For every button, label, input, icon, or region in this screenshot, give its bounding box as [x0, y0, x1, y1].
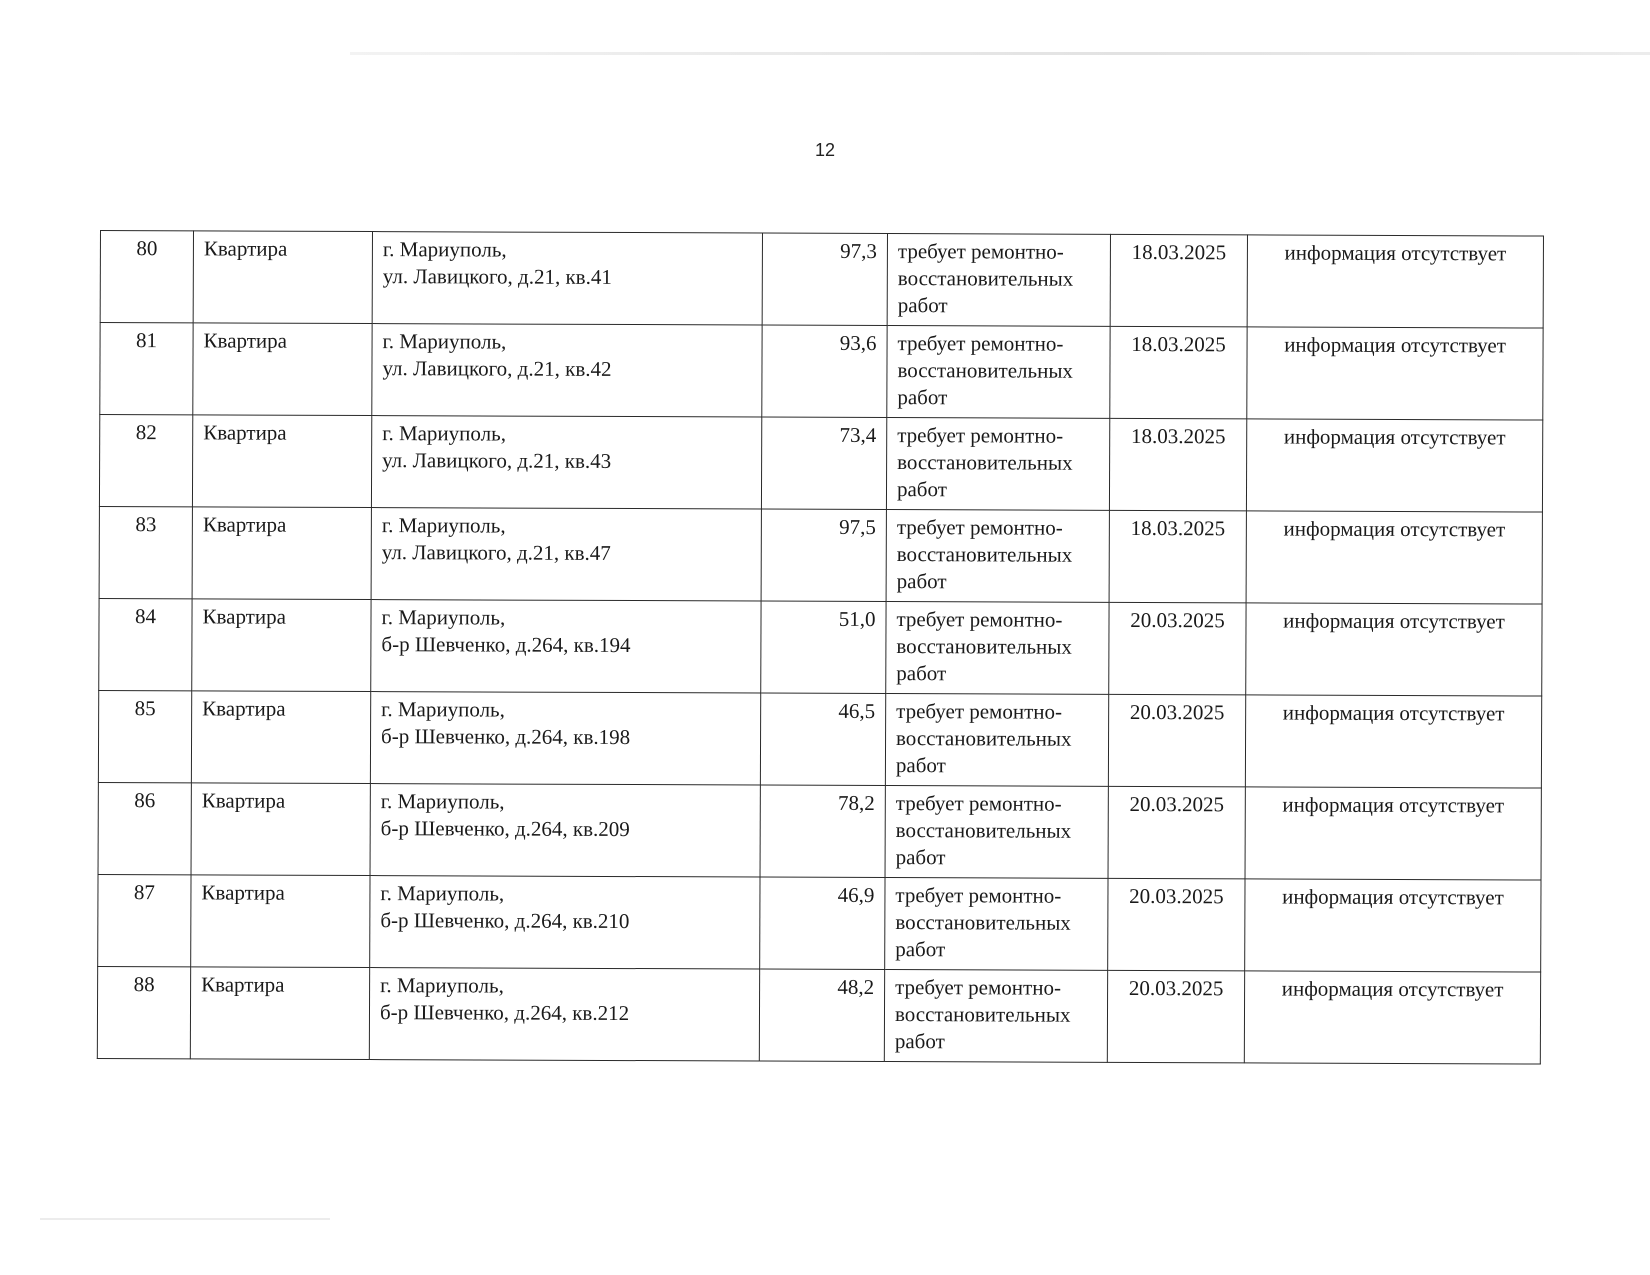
- date-cell: [1109, 510, 1246, 603]
- info-cell: [1247, 327, 1543, 420]
- info-value: информация отсутствует: [1284, 240, 1507, 266]
- row-number: 84: [134, 604, 157, 629]
- condition-line-1: требует ремонтно-: [895, 975, 1062, 1000]
- row-number: 86: [134, 788, 156, 813]
- condition-line-2: восстановительных: [895, 910, 1071, 935]
- condition-line-3: работ: [896, 569, 947, 594]
- info-cell: [1247, 235, 1543, 328]
- row-number-cell: [99, 598, 192, 690]
- area-cell: [759, 969, 884, 1061]
- property-type-cell: [191, 875, 370, 968]
- area-cell: [761, 509, 886, 601]
- row-number: 81: [136, 328, 158, 353]
- row-number-cell: [100, 323, 193, 415]
- info-value: информация отсутствует: [1282, 884, 1504, 910]
- address-street: б-р Шевченко, д.264, кв.212: [379, 1000, 630, 1026]
- condition-line-2: восстановительных: [897, 450, 1073, 475]
- date-cell: [1107, 970, 1244, 1063]
- address-cell: [371, 600, 761, 693]
- info-value: информация отсутствует: [1283, 608, 1505, 634]
- date-value: 18.03.2025: [1131, 331, 1226, 357]
- address-cell: [369, 968, 759, 1061]
- property-type-cell: [191, 691, 370, 784]
- area-value: 48,2: [837, 974, 875, 999]
- condition-line-3: работ: [896, 477, 947, 502]
- row-number-cell: [99, 506, 192, 598]
- condition-line-2: восстановительных: [895, 818, 1072, 843]
- address-cell: [370, 876, 760, 969]
- area-value: 46,5: [838, 698, 876, 723]
- info-value: информация отсутствует: [1282, 792, 1505, 818]
- address-city: г. Мариуполь,: [382, 237, 507, 262]
- row-number-cell: [97, 966, 190, 1058]
- property-type-cell: [192, 599, 371, 692]
- condition-line-2: восстановительных: [894, 1002, 1071, 1027]
- area-cell: [762, 325, 887, 417]
- date-cell: [1110, 234, 1247, 327]
- scan-edge-bottom: [40, 1218, 330, 1220]
- condition-line-2: восстановительных: [896, 726, 1072, 751]
- info-value: информация отсутствует: [1283, 516, 1506, 542]
- date-value: 18.03.2025: [1131, 239, 1227, 265]
- property-type: Квартира: [203, 420, 287, 445]
- row-number-cell: [98, 782, 191, 874]
- address-street: б-р Шевченко, д.264, кв.194: [381, 632, 631, 658]
- address-street: ул. Лавицкого, д.21, кв.42: [382, 356, 612, 381]
- condition-line-1: требует ремонтно-: [896, 607, 1063, 632]
- table-row: [97, 966, 1540, 1064]
- date-value: 18.03.2025: [1130, 423, 1226, 449]
- table-row: [99, 598, 1542, 696]
- info-cell: [1245, 879, 1541, 972]
- address-cell: [372, 324, 762, 417]
- info-cell: [1245, 787, 1541, 880]
- address-cell: [371, 508, 761, 601]
- area-cell: [760, 693, 885, 785]
- table-row: [100, 231, 1543, 329]
- info-cell: [1246, 419, 1542, 512]
- condition-cell: [887, 234, 1110, 327]
- table-row: [98, 690, 1541, 788]
- condition-line-1: требует ремонтно-: [897, 239, 1064, 264]
- address-cell: [370, 784, 760, 877]
- address-city: г. Мариуполь,: [381, 513, 506, 538]
- info-cell: [1244, 971, 1540, 1064]
- condition-cell: [884, 970, 1107, 1063]
- date-cell: [1109, 418, 1246, 511]
- row-number: 85: [134, 696, 156, 721]
- address-street: б-р Шевченко, д.264, кв.198: [381, 724, 631, 750]
- condition-line-1: требует ремонтно-: [897, 423, 1064, 448]
- area-cell: [761, 601, 886, 693]
- property-type: Квартира: [201, 972, 285, 997]
- registry-table-body: [97, 231, 1543, 1065]
- row-number-cell: [100, 231, 193, 323]
- date-cell: [1108, 786, 1245, 879]
- address-city: г. Мариуполь,: [381, 605, 506, 630]
- info-value: информация отсутствует: [1282, 700, 1505, 726]
- date-cell: [1108, 878, 1245, 971]
- table-row: [99, 506, 1542, 604]
- address-city: г. Мариуполь,: [380, 973, 504, 998]
- date-value: 20.03.2025: [1129, 883, 1224, 909]
- row-number: 88: [133, 972, 155, 997]
- address-street: ул. Лавицкого, д.21, кв.43: [382, 448, 612, 473]
- condition-line-3: работ: [896, 661, 947, 686]
- row-number-cell: [99, 415, 192, 507]
- address-cell: [371, 416, 761, 509]
- condition-line-3: работ: [895, 845, 946, 870]
- condition-cell: [887, 326, 1110, 419]
- address-street: ул. Лавицкого, д.21, кв.47: [381, 540, 611, 565]
- condition-line-1: требует ремонтно-: [895, 791, 1062, 816]
- date-value: 20.03.2025: [1130, 607, 1225, 633]
- property-type-cell: [192, 415, 371, 508]
- address-street: ул. Лавицкого, д.21, кв.41: [382, 264, 612, 289]
- date-cell: [1110, 326, 1247, 419]
- condition-cell: [886, 418, 1109, 511]
- property-type: Квартира: [202, 604, 287, 629]
- area-value: 46,9: [837, 882, 875, 907]
- address-cell: [372, 232, 762, 325]
- address-city: г. Мариуполь,: [382, 421, 507, 446]
- area-cell: [760, 877, 885, 969]
- date-value: 20.03.2025: [1129, 791, 1225, 817]
- address-city: г. Мариуполь,: [382, 329, 507, 354]
- area-value: 51,0: [838, 606, 876, 631]
- area-cell: [761, 417, 886, 509]
- info-value: информация отсутствует: [1284, 332, 1506, 358]
- address-city: г. Мариуполь,: [380, 881, 505, 906]
- info-cell: [1245, 695, 1541, 788]
- address-street: б-р Шевченко, д.264, кв.209: [380, 816, 630, 842]
- page-number: 12: [814, 140, 836, 160]
- condition-line-1: требует ремонтно-: [897, 331, 1064, 356]
- condition-cell: [886, 602, 1109, 695]
- condition-line-1: требует ремонтно-: [896, 515, 1063, 540]
- area-cell: [762, 233, 887, 325]
- condition-cell: [885, 694, 1108, 787]
- info-value: информация отсутствует: [1283, 424, 1506, 450]
- table-row: [98, 874, 1541, 972]
- property-type: Квартира: [201, 880, 285, 905]
- date-value: 18.03.2025: [1130, 515, 1226, 541]
- address-street: б-р Шевченко, д.264, кв.210: [380, 908, 630, 934]
- property-type-cell: [190, 967, 369, 1060]
- row-number-cell: [98, 874, 191, 966]
- property-type: Квартира: [202, 696, 286, 721]
- area-value: 78,2: [838, 790, 875, 815]
- info-cell: [1246, 603, 1542, 696]
- registry-table-container: [97, 230, 1543, 1065]
- condition-line-1: требует ремонтно-: [895, 883, 1062, 908]
- condition-cell: [885, 786, 1108, 879]
- address-city: г. Мариуполь,: [381, 697, 505, 722]
- row-number: 82: [135, 420, 157, 445]
- condition-line-3: работ: [897, 293, 948, 318]
- condition-line-2: восстановительных: [897, 266, 1074, 291]
- condition-line-2: восстановительных: [897, 358, 1074, 383]
- date-value: 20.03.2025: [1129, 699, 1225, 725]
- address-city: г. Мариуполь,: [380, 789, 505, 814]
- condition-line-1: требует ремонтно-: [896, 699, 1063, 724]
- condition-line-3: работ: [897, 385, 948, 410]
- area-value: 73,4: [839, 422, 877, 447]
- row-number: 87: [133, 880, 156, 905]
- condition-line-2: восстановительных: [896, 634, 1072, 659]
- property-type: Квартира: [203, 328, 288, 353]
- registry-table: [97, 230, 1544, 1065]
- property-type-cell: [192, 507, 371, 600]
- table-row: [99, 415, 1542, 513]
- property-type-cell: [193, 231, 372, 324]
- condition-cell: [885, 878, 1108, 971]
- info-cell: [1246, 511, 1542, 604]
- property-type: Квартира: [203, 236, 288, 261]
- area-value: 97,5: [839, 514, 876, 539]
- row-number: 80: [136, 236, 158, 261]
- row-number-cell: [98, 690, 191, 782]
- area-value: 93,6: [839, 330, 877, 355]
- condition-cell: [886, 510, 1109, 603]
- address-cell: [370, 692, 760, 785]
- property-type-cell: [193, 323, 372, 416]
- scan-edge-top: [350, 52, 1650, 55]
- date-value: 20.03.2025: [1128, 975, 1224, 1001]
- row-number: 83: [135, 512, 157, 537]
- property-type: Квартира: [202, 512, 287, 537]
- condition-line-3: работ: [894, 1029, 945, 1054]
- info-value: информация отсутствует: [1281, 976, 1504, 1002]
- table-row: [98, 782, 1541, 880]
- condition-line-2: восстановительных: [896, 542, 1073, 567]
- property-type: Квартира: [201, 788, 286, 813]
- area-value: 97,3: [840, 238, 877, 263]
- date-cell: [1108, 694, 1245, 787]
- condition-line-3: работ: [895, 753, 946, 778]
- condition-line-3: работ: [895, 937, 946, 962]
- date-cell: [1109, 602, 1246, 695]
- area-cell: [760, 785, 885, 877]
- table-row: [100, 323, 1543, 421]
- property-type-cell: [191, 783, 370, 876]
